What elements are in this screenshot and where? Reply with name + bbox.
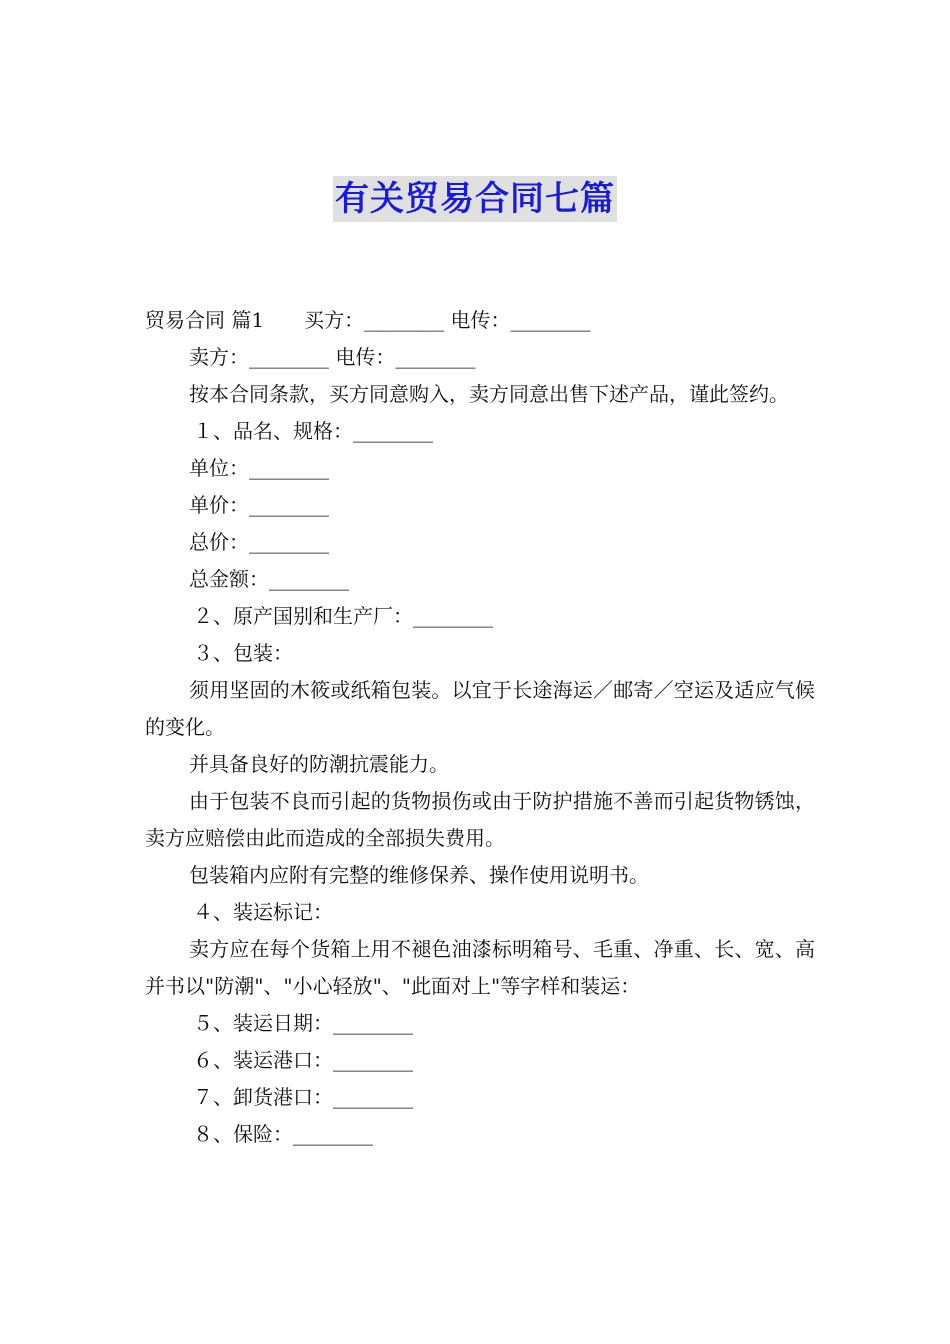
marking-paragraph: 卖方应在每个货箱上用不褪色油漆标明箱号、毛重、净重、长、宽、高并书以"防潮"、"小心轻放"、"此面对上"等字样和装运：	[145, 937, 815, 998]
total-amount-line: 总金额：________	[189, 567, 349, 591]
clause-5-heading: ５、装运日期：________	[193, 1011, 413, 1035]
contract-heading-line: 贸易合同 篇1 买方：________ 电传：________	[145, 308, 591, 332]
clause-8-heading: ８、保险：________	[193, 1122, 373, 1146]
clause-4-heading: ４、装运标记：	[193, 900, 333, 924]
intro-paragraph: 按本合同条款，买方同意购入，卖方同意出售下述产品，谨此签约。	[189, 382, 789, 406]
manual-line: 包装箱内应附有完整的维修保养、操作使用说明书。	[189, 863, 649, 887]
clause-6-heading: ６、装运港口：________	[193, 1048, 413, 1072]
clause-7-heading: ７、卸货港口：________	[193, 1085, 413, 1109]
seller-line: 卖方：________ 电传：________	[189, 345, 476, 369]
document-title: 有关贸易合同七篇	[333, 176, 617, 222]
document-body	[145, 302, 815, 1153]
title-block	[0, 176, 950, 222]
clause-1-heading: １、品名、规格：________	[193, 419, 433, 443]
unit-line: 单位：________	[189, 456, 329, 480]
damage-paragraph: 由于包装不良而引起的货物损伤或由于防护措施不善而引起货物锈蚀，卖方应赔偿由此而造成的全部损失费用。	[145, 789, 815, 850]
packing-paragraph: 须用坚固的木筱或纸箱包装。以宜于长途海运／邮寄／空运及适应气候的变化。	[145, 678, 815, 739]
total-price-line: 总价：________	[189, 530, 329, 554]
clause-2-heading: ２、原产国别和生产厂：________	[193, 604, 493, 628]
clause-3-heading: ３、包装：	[193, 641, 293, 665]
unit-price-line: 单价：________	[189, 493, 329, 517]
moisture-proof-line: 并具备良好的防潮抗震能力。	[189, 752, 449, 776]
